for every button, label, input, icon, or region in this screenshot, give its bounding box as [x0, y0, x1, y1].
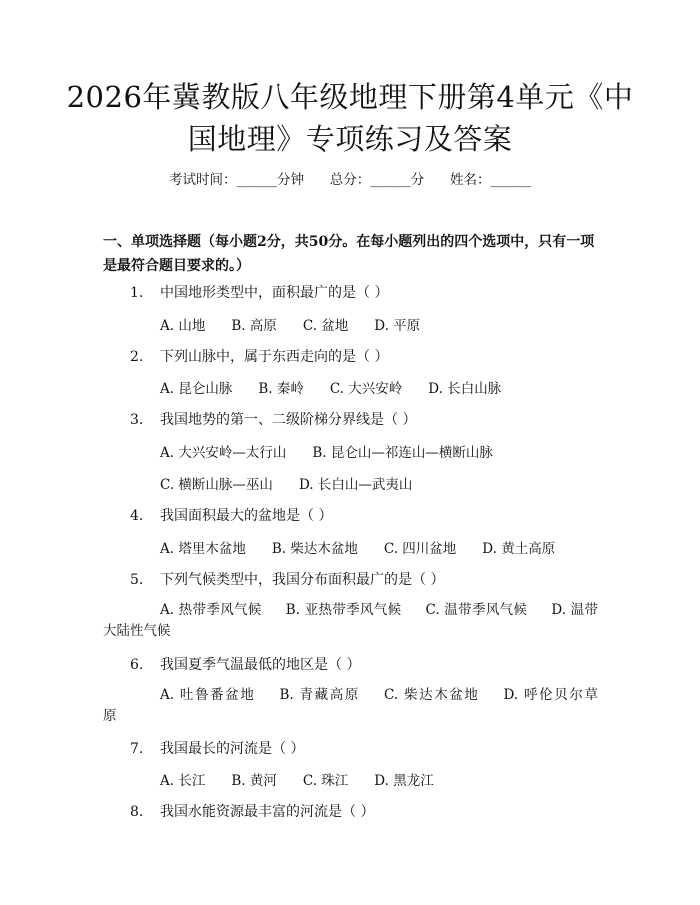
question-7	[130, 738, 304, 758]
option-d[interactable]: D. 平原	[374, 318, 421, 334]
options-1	[160, 314, 420, 334]
question-8	[130, 801, 374, 821]
question-3	[130, 409, 416, 429]
question-2	[130, 346, 388, 366]
question-text: 我国最长的河流是（ ）	[160, 741, 305, 757]
options-6	[103, 685, 598, 727]
option-c[interactable]: C. 大兴安岭	[329, 381, 403, 397]
options-3-row-1	[160, 441, 493, 461]
question-number: 1.	[130, 285, 144, 301]
question-text: 中国地形类型中，面积最广的是（ ）	[160, 285, 389, 301]
option-b[interactable]: B. 昆仑山—祁连山—横断山脉	[312, 445, 493, 461]
options-3-row-2	[160, 473, 412, 493]
option-a[interactable]: A. 山地	[160, 318, 206, 334]
option-d[interactable]: D. 长白山—武夷山	[298, 477, 413, 493]
question-text: 我国夏季气温最低的地区是（ ）	[160, 657, 361, 673]
question-text: 我国地势的第一、二级阶梯分界线是（ ）	[160, 412, 417, 428]
option-d[interactable]: D. 黄土高原	[482, 541, 556, 557]
option-b[interactable]: B. 高原	[231, 318, 277, 334]
question-number: 4.	[130, 508, 144, 524]
question-number: 6.	[130, 657, 144, 673]
option-b[interactable]: B. 柴达木盆地	[271, 541, 358, 557]
option-b[interactable]: B. 秦岭	[258, 381, 304, 397]
option-a[interactable]: A. 长江	[160, 773, 206, 789]
question-number: 8.	[130, 804, 144, 820]
option-a[interactable]: A. 热带季风气候	[160, 602, 262, 618]
exam-time: 考试时间：______分钟	[169, 172, 304, 188]
question-number: 3.	[130, 412, 144, 428]
question-1	[130, 282, 388, 302]
question-4	[130, 505, 332, 525]
option-d[interactable]: D. 黑龙江	[374, 773, 434, 789]
option-a[interactable]: A. 塔里木盆地	[160, 541, 246, 557]
options-7	[160, 769, 434, 789]
option-d[interactable]: D. 呼伦贝尔草原	[103, 687, 598, 724]
option-c[interactable]: C. 四川盆地	[383, 541, 457, 557]
options-5	[103, 600, 598, 642]
option-a[interactable]: A. 大兴安岭—太行山	[160, 445, 287, 461]
option-c[interactable]: C. 珠江	[302, 773, 349, 789]
option-c[interactable]: C. 盆地	[302, 318, 349, 334]
student-name: 姓名：______	[450, 172, 531, 188]
question-text: 下列气候类型中，我国分布面积最广的是（ ）	[160, 572, 445, 588]
question-5	[130, 569, 444, 589]
section-heading: 一、单项选择题（每小题2分，共50分。在每小题列出的四个选项中，只有一项是最符合题目要求的。）	[103, 234, 595, 274]
option-b[interactable]: B. 青藏高原	[279, 687, 360, 703]
option-d[interactable]: D. 长白山脉	[428, 381, 502, 397]
exam-meta	[0, 168, 700, 188]
options-4	[160, 537, 555, 557]
option-d[interactable]: D. 温带大陆性气候	[103, 602, 598, 639]
question-number: 2.	[130, 349, 144, 365]
option-a[interactable]: A. 吐鲁番盆地	[160, 687, 256, 703]
options-2	[160, 377, 501, 397]
option-c[interactable]: C. 横断山脉—巫山	[160, 477, 273, 493]
question-number: 7.	[130, 741, 144, 757]
option-b[interactable]: B. 黄河	[231, 773, 277, 789]
question-text: 下列山脉中，属于东西走向的是（ ）	[160, 349, 389, 365]
question-6	[130, 654, 360, 674]
question-text: 我国面积最大的盆地是（ ）	[160, 508, 333, 524]
option-c[interactable]: C. 温带季风气候	[425, 602, 528, 618]
option-c[interactable]: C. 柴达木盆地	[383, 687, 480, 703]
question-number: 5.	[130, 572, 144, 588]
total-score: 总分：______分	[329, 172, 425, 188]
option-b[interactable]: B. 亚热带季风气候	[285, 602, 402, 618]
option-a[interactable]: A. 昆仑山脉	[160, 381, 233, 397]
document-title: 2026年冀教版八年级地理下册第4单元《中国地理》专项练习及答案	[66, 80, 634, 156]
question-text: 我国水能资源最丰富的河流是（ ）	[160, 804, 375, 820]
